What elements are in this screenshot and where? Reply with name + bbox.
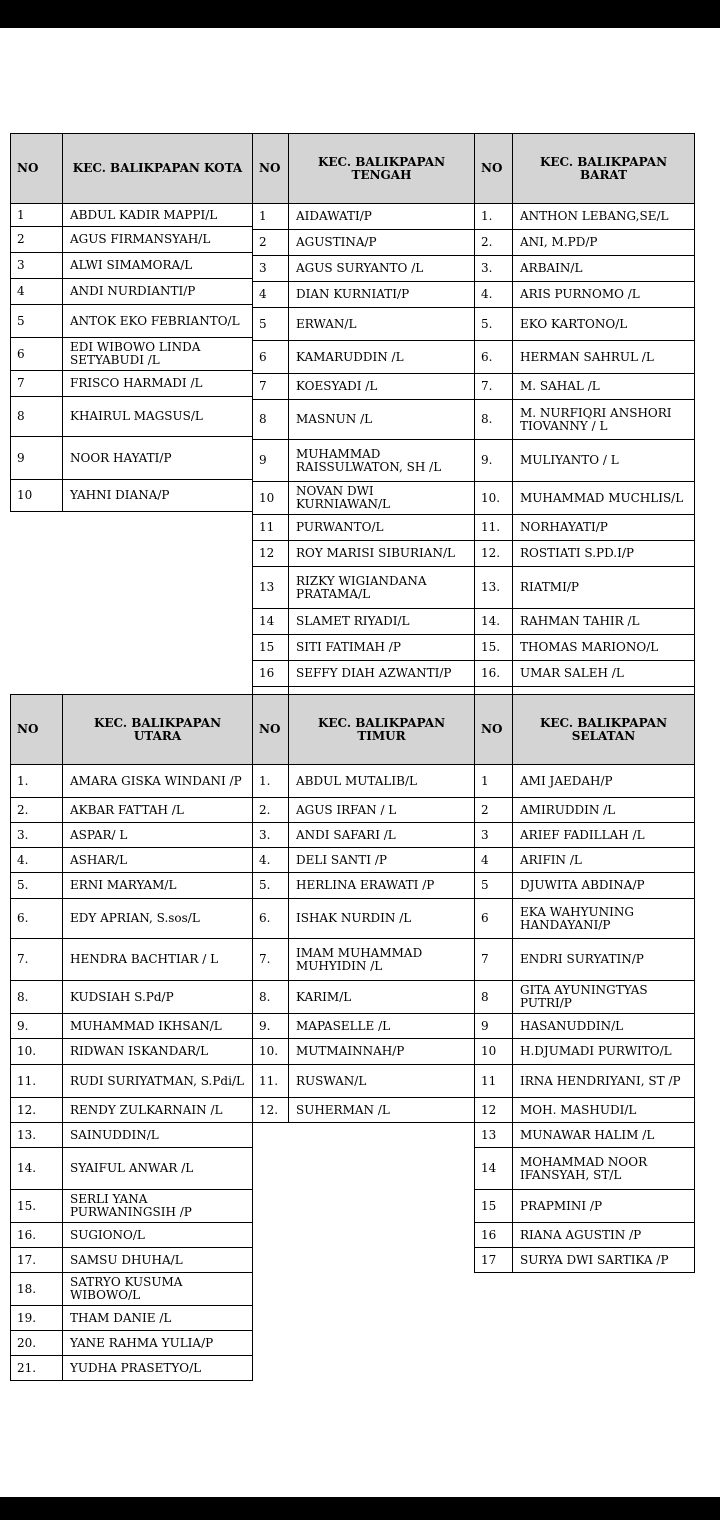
member-name: ANI, M.PD/P bbox=[513, 230, 695, 256]
member-name: RIANA AGUSTIN /P bbox=[513, 1223, 695, 1248]
table-row bbox=[253, 282, 475, 308]
table-row bbox=[475, 1190, 695, 1223]
row-number: 17. bbox=[11, 1248, 63, 1273]
member-name: AGUSTINA/P bbox=[289, 230, 475, 256]
table-row bbox=[253, 661, 475, 687]
row-number: 2 bbox=[475, 798, 513, 823]
member-name: AIDAWATI/P bbox=[289, 204, 475, 230]
row-number: 7 bbox=[475, 939, 513, 981]
table-row bbox=[11, 848, 253, 873]
table-row bbox=[11, 437, 253, 480]
member-name: MULIYANTO / L bbox=[513, 440, 695, 482]
table-row bbox=[253, 1098, 475, 1123]
table-row bbox=[475, 1123, 695, 1148]
table-row bbox=[253, 541, 475, 567]
row-number: 7 bbox=[253, 374, 289, 400]
member-name: DJUWITA ABDINA/P bbox=[513, 873, 695, 899]
row-number: 4 bbox=[11, 279, 63, 305]
row-number: 11 bbox=[253, 515, 289, 541]
row-number: 14 bbox=[475, 1148, 513, 1190]
row-number: 16. bbox=[11, 1223, 63, 1248]
member-name: YAHNI DIANA/P bbox=[63, 480, 253, 512]
table-row bbox=[475, 635, 695, 661]
member-name: M. NURFIQRI ANSHORI TIOVANNY / L bbox=[513, 400, 695, 440]
row-number: 12 bbox=[253, 541, 289, 567]
table-row bbox=[11, 338, 253, 371]
column-header-district: KEC. BALIKPAPAN KOTA bbox=[63, 134, 253, 204]
table-row bbox=[475, 282, 695, 308]
member-name: AGUS IRFAN / L bbox=[289, 798, 475, 823]
member-name: NOVAN DWI KURNIAWAN/L bbox=[289, 482, 475, 515]
member-name: KOESYADI /L bbox=[289, 374, 475, 400]
table-row bbox=[253, 899, 475, 939]
member-name: SYAIFUL ANWAR /L bbox=[63, 1148, 253, 1190]
row-number: 2 bbox=[253, 230, 289, 256]
member-name: SUHERMAN /L bbox=[289, 1098, 475, 1123]
row-number: 9. bbox=[475, 440, 513, 482]
member-name: AKBAR FATTAH /L bbox=[63, 798, 253, 823]
row-number: 5. bbox=[253, 873, 289, 899]
row-number: 14. bbox=[11, 1148, 63, 1190]
member-name: PRAPMINI /P bbox=[513, 1190, 695, 1223]
table-row bbox=[475, 515, 695, 541]
member-name: AGUS SURYANTO /L bbox=[289, 256, 475, 282]
table-row bbox=[253, 482, 475, 515]
row-number: 11. bbox=[475, 515, 513, 541]
district-table bbox=[474, 694, 695, 1273]
row-number: 1 bbox=[475, 765, 513, 798]
table-row bbox=[475, 230, 695, 256]
row-number: 19. bbox=[11, 1306, 63, 1331]
table-row bbox=[475, 1148, 695, 1190]
member-name: DELI SANTI /P bbox=[289, 848, 475, 873]
table-row bbox=[253, 308, 475, 341]
member-name: ROY MARISI SIBURIAN/L bbox=[289, 541, 475, 567]
table-row bbox=[253, 635, 475, 661]
member-name: MAPASELLE /L bbox=[289, 1014, 475, 1039]
table-row bbox=[475, 609, 695, 635]
member-name: ALWI SIMAMORA/L bbox=[63, 253, 253, 279]
member-name: PURWANTO/L bbox=[289, 515, 475, 541]
table-row bbox=[11, 798, 253, 823]
row-number: 6 bbox=[253, 341, 289, 374]
table-row bbox=[253, 873, 475, 899]
table-row bbox=[253, 939, 475, 981]
member-name: ABDUL MUTALIB/L bbox=[289, 765, 475, 798]
row-number: 15 bbox=[475, 1190, 513, 1223]
table-row bbox=[475, 482, 695, 515]
member-name: RUDI SURIYATMAN, S.Pdi/L bbox=[63, 1065, 253, 1098]
row-number: 6 bbox=[475, 899, 513, 939]
table-row bbox=[475, 541, 695, 567]
district-table bbox=[252, 694, 475, 1123]
table-row bbox=[253, 798, 475, 823]
table-row bbox=[11, 371, 253, 397]
row-number: 8 bbox=[253, 400, 289, 440]
table-row bbox=[11, 1014, 253, 1039]
table-row bbox=[11, 823, 253, 848]
member-name: AGUS FIRMANSYAH/L bbox=[63, 227, 253, 253]
member-name: SAMSU DHUHA/L bbox=[63, 1248, 253, 1273]
member-name: RIATMI/P bbox=[513, 567, 695, 609]
member-name: RIDWAN ISKANDAR/L bbox=[63, 1039, 253, 1065]
row-number: 15. bbox=[11, 1190, 63, 1223]
table-row bbox=[11, 765, 253, 798]
column-header-no: NO bbox=[475, 134, 513, 204]
table-row bbox=[11, 1306, 253, 1331]
member-name: HENDRA BACHTIAR / L bbox=[63, 939, 253, 981]
table-row bbox=[475, 1039, 695, 1065]
row-number: 4 bbox=[475, 848, 513, 873]
member-name: ASPAR/ L bbox=[63, 823, 253, 848]
row-number: 2 bbox=[11, 227, 63, 253]
row-number: 12 bbox=[475, 1098, 513, 1123]
member-name: THOMAS MARIONO/L bbox=[513, 635, 695, 661]
row-number: 7. bbox=[11, 939, 63, 981]
row-number: 1 bbox=[11, 204, 63, 227]
table-row bbox=[253, 981, 475, 1014]
member-name: KUDSIAH S.Pd/P bbox=[63, 981, 253, 1014]
member-name: SITI FATIMAH /P bbox=[289, 635, 475, 661]
row-number: 2. bbox=[475, 230, 513, 256]
table-row bbox=[475, 873, 695, 899]
member-name: MOH. MASHUDI/L bbox=[513, 1098, 695, 1123]
member-name: RAHMAN TAHIR /L bbox=[513, 609, 695, 635]
row-number: 3 bbox=[253, 256, 289, 282]
row-number: 9 bbox=[253, 440, 289, 482]
table-row bbox=[253, 230, 475, 256]
table-row bbox=[11, 204, 253, 227]
table-row bbox=[475, 939, 695, 981]
table-row bbox=[11, 899, 253, 939]
row-number: 20. bbox=[11, 1331, 63, 1356]
table-row bbox=[11, 1248, 253, 1273]
row-number: 13 bbox=[253, 567, 289, 609]
table-row bbox=[11, 253, 253, 279]
table-row bbox=[475, 341, 695, 374]
member-name: NORHAYATI/P bbox=[513, 515, 695, 541]
row-number: 5 bbox=[475, 873, 513, 899]
row-number: 6. bbox=[253, 899, 289, 939]
row-number: 3. bbox=[475, 256, 513, 282]
member-name: ANDI SAFARI /L bbox=[289, 823, 475, 848]
table-row bbox=[253, 609, 475, 635]
row-number: 7. bbox=[253, 939, 289, 981]
row-number: 1. bbox=[475, 204, 513, 230]
member-name: MOHAMMAD NOOR IFANSYAH, ST/L bbox=[513, 1148, 695, 1190]
table-row bbox=[11, 1039, 253, 1065]
table-row bbox=[475, 765, 695, 798]
table-row bbox=[475, 308, 695, 341]
member-name: HERLINA ERAWATI /P bbox=[289, 873, 475, 899]
member-name: ERWAN/L bbox=[289, 308, 475, 341]
table-row bbox=[475, 798, 695, 823]
table-row bbox=[475, 204, 695, 230]
member-name: IMAM MUHAMMAD MUHYIDIN /L bbox=[289, 939, 475, 981]
row-number: 1. bbox=[253, 765, 289, 798]
row-number: 13. bbox=[11, 1123, 63, 1148]
row-number: 12. bbox=[475, 541, 513, 567]
table-row bbox=[253, 204, 475, 230]
row-number: 2. bbox=[253, 798, 289, 823]
row-number: 15. bbox=[475, 635, 513, 661]
table-row bbox=[475, 661, 695, 687]
table-row bbox=[475, 848, 695, 873]
table-row bbox=[253, 256, 475, 282]
row-number: 7. bbox=[475, 374, 513, 400]
row-number: 3. bbox=[253, 823, 289, 848]
row-number: 11 bbox=[475, 1065, 513, 1098]
member-name: ARIFIN /L bbox=[513, 848, 695, 873]
row-number: 7 bbox=[11, 371, 63, 397]
table-row bbox=[11, 981, 253, 1014]
table-row bbox=[11, 1356, 253, 1381]
row-number: 10. bbox=[475, 482, 513, 515]
row-number: 8. bbox=[253, 981, 289, 1014]
row-number: 13 bbox=[475, 1123, 513, 1148]
row-number: 3 bbox=[475, 823, 513, 848]
member-name: AMIRUDDIN /L bbox=[513, 798, 695, 823]
table-row bbox=[475, 823, 695, 848]
row-number: 8 bbox=[11, 397, 63, 437]
row-number: 13. bbox=[475, 567, 513, 609]
row-number: 4. bbox=[253, 848, 289, 873]
row-number: 5. bbox=[475, 308, 513, 341]
row-number: 8. bbox=[11, 981, 63, 1014]
column-header-district: KEC. BALIKPAPAN UTARA bbox=[63, 695, 253, 765]
member-name: KARIM/L bbox=[289, 981, 475, 1014]
table-row bbox=[253, 765, 475, 798]
member-name: MASNUN /L bbox=[289, 400, 475, 440]
member-name: ASHAR/L bbox=[63, 848, 253, 873]
table-row bbox=[253, 823, 475, 848]
table-row bbox=[475, 400, 695, 440]
table-row bbox=[253, 440, 475, 482]
district-table bbox=[10, 694, 253, 1381]
member-name: RUSWAN/L bbox=[289, 1065, 475, 1098]
table-row bbox=[11, 1190, 253, 1223]
member-name: ENDRI SURYATIN/P bbox=[513, 939, 695, 981]
member-name: FRISCO HARMADI /L bbox=[63, 371, 253, 397]
table-row bbox=[11, 227, 253, 253]
member-name: SEFFY DIAH AZWANTI/P bbox=[289, 661, 475, 687]
row-number: 16. bbox=[475, 661, 513, 687]
row-number: 4. bbox=[11, 848, 63, 873]
member-name: YUDHA PRASETYO/L bbox=[63, 1356, 253, 1381]
table-row bbox=[253, 400, 475, 440]
table-row bbox=[253, 515, 475, 541]
row-number: 9. bbox=[11, 1014, 63, 1039]
table-row bbox=[475, 1098, 695, 1123]
member-name: ABDUL KADIR MAPPI/L bbox=[63, 204, 253, 227]
table-row bbox=[475, 1248, 695, 1273]
bottom-navigation-bar bbox=[0, 1497, 720, 1520]
member-name: SUGIONO/L bbox=[63, 1223, 253, 1248]
table-row bbox=[11, 939, 253, 981]
member-name: MUHAMMAD MUCHLIS/L bbox=[513, 482, 695, 515]
top-status-bar bbox=[0, 0, 720, 28]
table-row bbox=[253, 848, 475, 873]
member-name: ARBAIN/L bbox=[513, 256, 695, 282]
row-number: 4 bbox=[253, 282, 289, 308]
district-table bbox=[474, 133, 695, 713]
member-name: YANE RAHMA YULIA/P bbox=[63, 1331, 253, 1356]
member-name: SERLI YANA PURWANINGSIH /P bbox=[63, 1190, 253, 1223]
table-row bbox=[253, 1065, 475, 1098]
column-header-district: KEC. BALIKPAPAN BARAT bbox=[513, 134, 695, 204]
table-row bbox=[475, 899, 695, 939]
member-name: SURYA DWI SARTIKA /P bbox=[513, 1248, 695, 1273]
member-name: KHAIRUL MAGSUS/L bbox=[63, 397, 253, 437]
row-number: 5 bbox=[253, 308, 289, 341]
row-number: 16 bbox=[253, 661, 289, 687]
table-row bbox=[475, 1223, 695, 1248]
row-number: 10 bbox=[253, 482, 289, 515]
member-name: THAM DANIE /L bbox=[63, 1306, 253, 1331]
row-number: 3. bbox=[11, 823, 63, 848]
table-row bbox=[11, 1273, 253, 1306]
column-header-no: NO bbox=[253, 134, 289, 204]
member-name: MUTMAINNAH/P bbox=[289, 1039, 475, 1065]
column-header-district: KEC. BALIKPAPAN TIMUR bbox=[289, 695, 475, 765]
table-row bbox=[11, 1223, 253, 1248]
row-number: 16 bbox=[475, 1223, 513, 1248]
table-row bbox=[11, 1123, 253, 1148]
row-number: 5. bbox=[11, 873, 63, 899]
table-row bbox=[253, 374, 475, 400]
district-table bbox=[10, 133, 253, 512]
member-name: AMI JAEDAH/P bbox=[513, 765, 695, 798]
member-name: HASANUDDIN/L bbox=[513, 1014, 695, 1039]
member-name: NOOR HAYATI/P bbox=[63, 437, 253, 480]
member-name: HERMAN SAHRUL /L bbox=[513, 341, 695, 374]
member-name: ARIEF FADILLAH /L bbox=[513, 823, 695, 848]
row-number: 10. bbox=[11, 1039, 63, 1065]
table-row bbox=[11, 1098, 253, 1123]
member-name: UMAR SALEH /L bbox=[513, 661, 695, 687]
table-row bbox=[253, 567, 475, 609]
row-number: 6. bbox=[11, 899, 63, 939]
row-number: 8. bbox=[475, 400, 513, 440]
table-row bbox=[11, 873, 253, 899]
table-row bbox=[475, 256, 695, 282]
table-row bbox=[11, 1331, 253, 1356]
member-name: EKA WAHYUNING HANDAYANI/P bbox=[513, 899, 695, 939]
table-row bbox=[475, 1014, 695, 1039]
member-name: M. SAHAL /L bbox=[513, 374, 695, 400]
row-number: 18. bbox=[11, 1273, 63, 1306]
table-row bbox=[11, 305, 253, 338]
row-number: 9 bbox=[475, 1014, 513, 1039]
row-number: 6 bbox=[11, 338, 63, 371]
table-row bbox=[475, 981, 695, 1014]
column-header-no: NO bbox=[11, 134, 63, 204]
member-name: ROSTIATI S.PD.I/P bbox=[513, 541, 695, 567]
member-name: ANTHON LEBANG,SE/L bbox=[513, 204, 695, 230]
row-number: 14. bbox=[475, 609, 513, 635]
member-name: DIAN KURNIATI/P bbox=[289, 282, 475, 308]
row-number: 17 bbox=[475, 1248, 513, 1273]
row-number: 10 bbox=[475, 1039, 513, 1065]
member-name: EDY APRIAN, S.sos/L bbox=[63, 899, 253, 939]
row-number: 11. bbox=[253, 1065, 289, 1098]
district-table bbox=[252, 133, 475, 713]
member-name: ANDI NURDIANTI/P bbox=[63, 279, 253, 305]
column-header-district: KEC. BALIKPAPAN SELATAN bbox=[513, 695, 695, 765]
member-name: GITA AYUNINGTYAS PUTRI/P bbox=[513, 981, 695, 1014]
row-number: 21. bbox=[11, 1356, 63, 1381]
row-number: 11. bbox=[11, 1065, 63, 1098]
member-name: SAINUDDIN/L bbox=[63, 1123, 253, 1148]
row-number: 9 bbox=[11, 437, 63, 480]
member-name: H.DJUMADI PURWITO/L bbox=[513, 1039, 695, 1065]
table-row bbox=[11, 397, 253, 437]
table-row bbox=[475, 374, 695, 400]
row-number: 3 bbox=[11, 253, 63, 279]
row-number: 8 bbox=[475, 981, 513, 1014]
table-row bbox=[475, 567, 695, 609]
table-row bbox=[11, 1065, 253, 1098]
member-name: AMARA GISKA WINDANI /P bbox=[63, 765, 253, 798]
member-name: SATRYO KUSUMA WIBOWO/L bbox=[63, 1273, 253, 1306]
member-name: EDI WIBOWO LINDA SETYABUDI /L bbox=[63, 338, 253, 371]
member-name: RENDY ZULKARNAIN /L bbox=[63, 1098, 253, 1123]
row-number: 1. bbox=[11, 765, 63, 798]
table-row bbox=[253, 1039, 475, 1065]
row-number: 10 bbox=[11, 480, 63, 512]
table-row bbox=[11, 279, 253, 305]
row-number: 2. bbox=[11, 798, 63, 823]
row-number: 6. bbox=[475, 341, 513, 374]
row-number: 9. bbox=[253, 1014, 289, 1039]
member-name: RIZKY WIGIANDANA PRATAMA/L bbox=[289, 567, 475, 609]
table-row bbox=[475, 440, 695, 482]
member-name: EKO KARTONO/L bbox=[513, 308, 695, 341]
column-header-no: NO bbox=[253, 695, 289, 765]
row-number: 5 bbox=[11, 305, 63, 338]
member-name: MUHAMMAD IKHSAN/L bbox=[63, 1014, 253, 1039]
member-name: IRNA HENDRIYANI, ST /P bbox=[513, 1065, 695, 1098]
member-name: ANTOK EKO FEBRIANTO/L bbox=[63, 305, 253, 338]
table-row bbox=[475, 1065, 695, 1098]
row-number: 4. bbox=[475, 282, 513, 308]
row-number: 12. bbox=[11, 1098, 63, 1123]
table-row bbox=[253, 1014, 475, 1039]
column-header-no: NO bbox=[11, 695, 63, 765]
row-number: 12. bbox=[253, 1098, 289, 1123]
member-name: MUHAMMAD RAISSULWATON, SH /L bbox=[289, 440, 475, 482]
member-name: ISHAK NURDIN /L bbox=[289, 899, 475, 939]
member-name: ERNI MARYAM/L bbox=[63, 873, 253, 899]
column-header-no: NO bbox=[475, 695, 513, 765]
member-name: MUNAWAR HALIM /L bbox=[513, 1123, 695, 1148]
table-row bbox=[253, 341, 475, 374]
member-name: KAMARUDDIN /L bbox=[289, 341, 475, 374]
row-number: 10. bbox=[253, 1039, 289, 1065]
row-number: 14 bbox=[253, 609, 289, 635]
member-name: SLAMET RIYADI/L bbox=[289, 609, 475, 635]
table-row bbox=[11, 1148, 253, 1190]
member-name: ARIS PURNOMO /L bbox=[513, 282, 695, 308]
column-header-district: KEC. BALIKPAPAN TENGAH bbox=[289, 134, 475, 204]
table-row bbox=[11, 480, 253, 512]
row-number: 1 bbox=[253, 204, 289, 230]
row-number: 15 bbox=[253, 635, 289, 661]
